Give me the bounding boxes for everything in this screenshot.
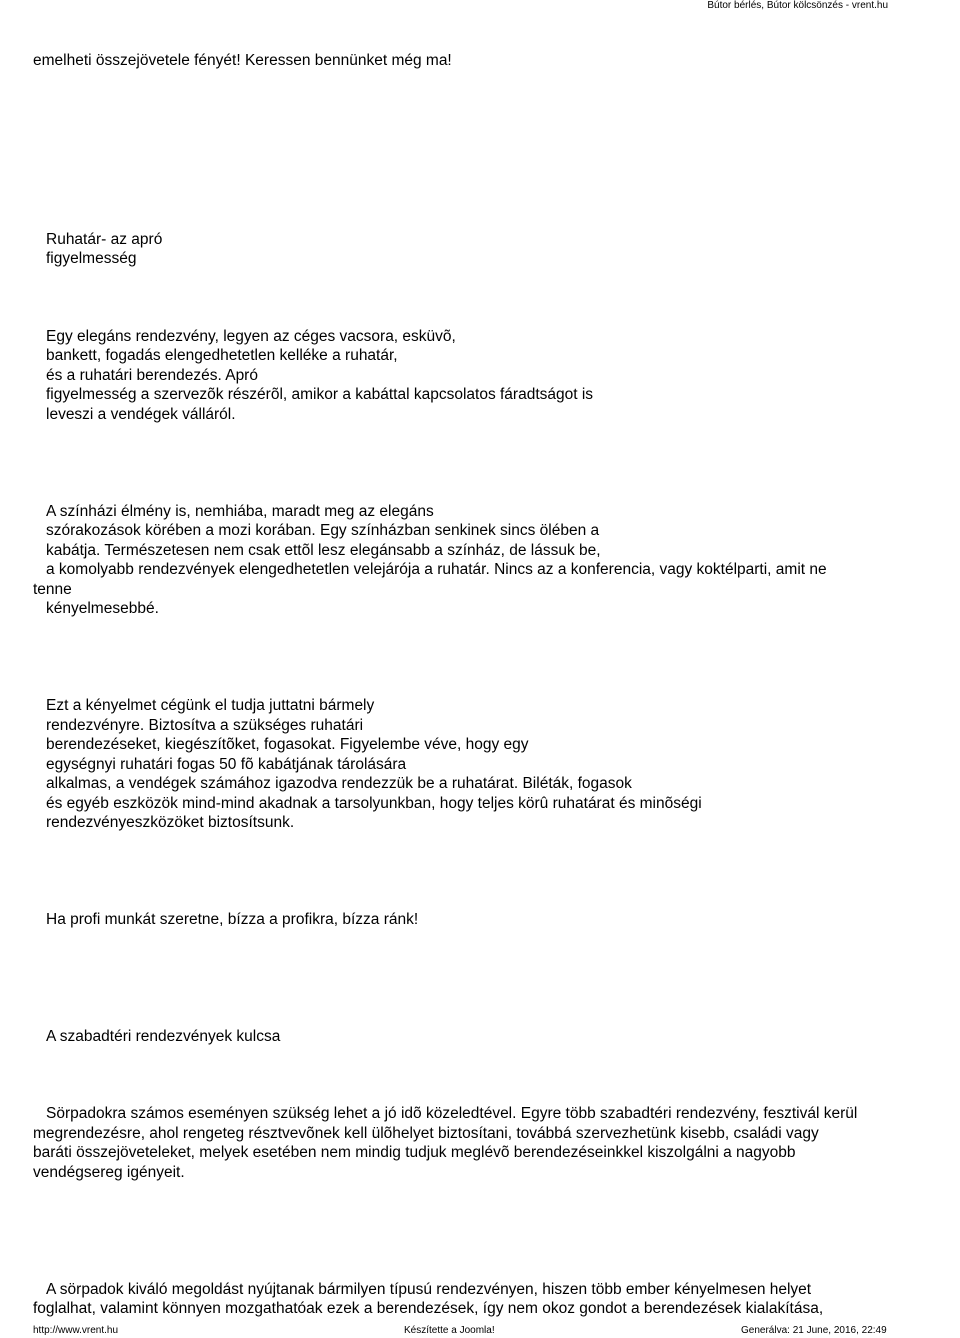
text-line: A sörpadok kiváló megoldást nyújtanak bármilyen típusú rendezvényen, hiszen több ember kényelmesen helyet — [46, 1281, 812, 1298]
text-line: szórakozások körében a mozi korában. Egy színházban senkinek sincs ölében a — [46, 522, 600, 539]
text-line: berendezéseket, kiegészítõket, fogasokat. Figyelembe véve, hogy egy — [46, 736, 529, 753]
text-line: és egyéb eszközök mind-mind akadnak a tarsolyunkban, hogy teljes körû ruhatárat és minõségi — [46, 795, 702, 812]
footer-generated-date: Generálva: 21 June, 2016, 22:49 — [741, 1325, 887, 1336]
text-line: és a ruhatári berendezés. Apró — [46, 367, 258, 384]
text-line: rendezvényre. Biztosítva a szükséges ruhatári — [46, 717, 364, 734]
site-title-header: Bútor bérlés, Bútor kölcsönzés - vrent.hu — [707, 0, 888, 11]
text-line: bankett, fogadás elengedhetetlen kelléke a ruhatár, — [46, 347, 398, 364]
text-line: Sörpadokra számos eseményen szükség lehet a jó idõ közeledtével. Egyre több szabadtéri rendezvény, fesztivál kerül — [46, 1105, 858, 1122]
text-line: baráti összejöveteleket, melyek esetében nem mindig tudjuk meglévõ berendezéseinkkel kiszolgálni a nagyobb — [33, 1144, 796, 1161]
text-line: egységnyi ruhatári fogas 50 fõ kabátjának tárolására — [46, 756, 407, 773]
text-line: tenne — [33, 581, 72, 598]
text-line: alkalmas, a vendégek számához igazodva rendezzük be a ruhatárat. Biléták, fogasok — [46, 775, 632, 792]
section-heading-line: A szabadtéri rendezvények kulcsa — [46, 1028, 281, 1045]
text-line: kényelmesebbé. — [46, 600, 159, 617]
text-line: figyelmesség a szervezõk részérõl, amikor a kabáttal kapcsolatos fáradtságot is — [46, 386, 594, 403]
section-heading-line: Ruhatár- az apró — [46, 231, 163, 248]
section-heading-line: figyelmesség — [46, 250, 137, 267]
text-line: foglalhat, valamint könnyen mozgathatóak ezek a berendezések, így nem okoz gondot a berendezések kialakítása, — [33, 1300, 824, 1317]
text-line: leveszi a vendégek válláról. — [46, 406, 236, 423]
text-line: emelheti összejövetele fényét! Keressen bennünket még ma! — [33, 52, 452, 69]
text-line: Ezt a kényelmet cégünk el tudja juttatni bármely — [46, 697, 375, 714]
text-line: Egy elegáns rendezvény, legyen az céges vacsora, esküvõ, — [46, 328, 456, 345]
text-line: kabátja. Természetesen nem csak ettõl lesz elegánsabb a színház, de lássuk be, — [46, 542, 601, 559]
footer-url-link[interactable]: http://www.vrent.hu — [33, 1325, 119, 1336]
text-line: vendégsereg igényeit. — [33, 1164, 185, 1181]
text-line: Ha profi munkát szeretne, bízza a profikra, bízza ránk! — [46, 911, 419, 928]
text-line: megrendezésre, ahol rengeteg résztvevõnek kell ülõhelyet biztosítani, továbbá szervezhetünk kisebb, családi vagy — [33, 1125, 819, 1142]
footer-credit: Készítette a Joomla! — [404, 1325, 495, 1336]
text-line: A színházi élmény is, nemhiába, maradt meg az elegáns — [46, 503, 434, 520]
text-line: rendezvényeszközöket biztosítsunk. — [46, 814, 295, 831]
text-line: a komolyabb rendezvények elengedhetetlen velejárója a ruhatár. Nincs az a konferencia, vagy koktélparti, amit ne — [46, 561, 827, 578]
